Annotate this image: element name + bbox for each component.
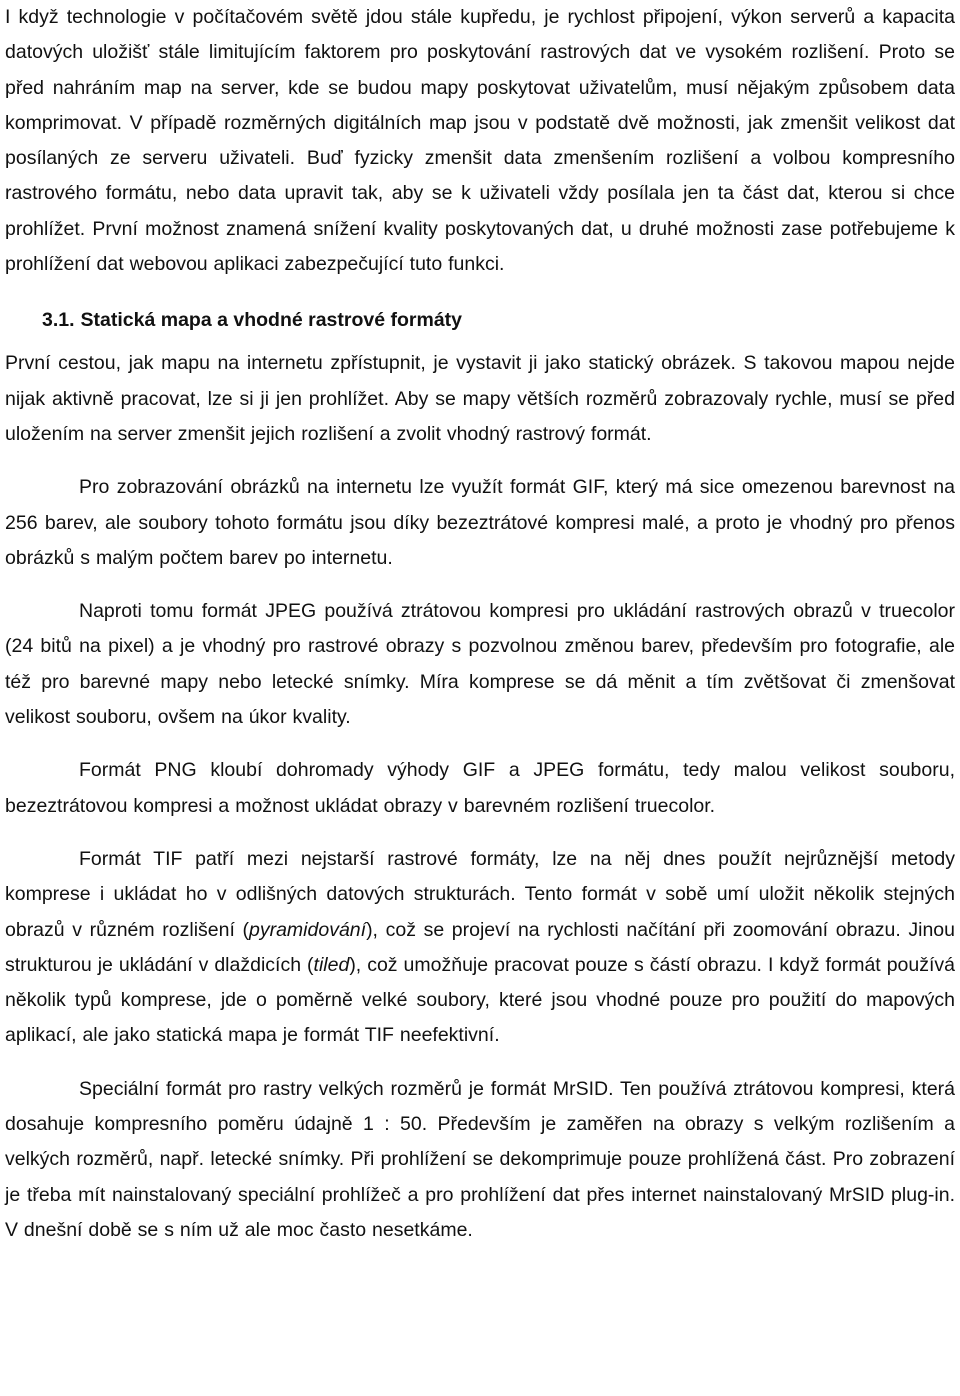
paragraph-png: Formát PNG kloubí dohromady výhody GIF a JPEG formátu, tedy malou velikost souboru, bezeztrátovou kompresi a možnost ukládat obrazy v barevném rozlišení truecolor.	[5, 759, 955, 817]
tif-term-pyramid: pyramidování	[249, 918, 367, 941]
tif-text-c: ), což umožňuje pracovat pouze s částí obrazu. I když formát používá několik typů komprese, jde o poměrně velké soubory, které jsou vhodné pouze pro použití do mapových aplikací, ale jako statická mapa je formát TIF neefektivní.	[5, 953, 955, 1047]
section-title: Statická mapa a vhodné rastrové formáty	[80, 309, 463, 332]
paragraph-intro: I když technologie v počítačovém světě jdou stále kupředu, je rychlost připojení, výkon serverů a kapacita datových uložišť stále limitujícím faktorem pro poskytování rastrových dat ve vysokém rozlišení. Proto se před nahráním map na server, kde se budou mapy poskytovat uživatelům, musí nějakým způsobem data komprimovat. V případě rozměrných digitálních map jsou v podstatě dvě možnosti, jak zmenšit velikost dat posílaných ze serveru uživateli. Buď fyzicky zmenšit data zmenšením rozlišení a volbou kompresního rastrového formátu, nebo data upravit tak, aby se k uživateli vždy posílala jen ta část dat, kterou si chce prohlížet. První možnost znamená snížení kvality poskytovaných dat, u druhé možnosti zase potřebujeme k prohlížení dat webovou aplikaci zabezpečující tuto funkci.	[5, 6, 955, 276]
section-heading	[5, 302, 955, 338]
paragraph-jpeg: Naproti tomu formát JPEG používá ztrátovou kompresi pro ukládání rastrových obrazů v truecolor (24 bitů na pixel) a je vhodný pro rastrové obrazy s pozvolnou změnou barev, především pro fotografie, ale též pro barevné mapy nebo letecké snímky. Míra komprese se dá měnit a tím zvětšovat či zmenšovat velikost souboru, ovšem na úkor kvality.	[5, 600, 955, 729]
paragraph-tif	[5, 842, 955, 1054]
section-number: 3.1.	[42, 309, 75, 332]
paragraph-static-map: První cestou, jak mapu na internetu zpřístupnit, je vystavit ji jako statický obrázek. S takovou mapou nejde nijak aktivně pracovat, lze si ji jen prohlížet. Aby se mapy větších rozměrů zobrazovaly rychle, musí se před uložením na server zmenšit jejich rozlišení a zvolit vhodný rastrový formát.	[5, 352, 955, 445]
tif-text-a: Formát TIF patří mezi nejstarší rastrové formáty, lze na něj dnes použít nejrůznější metody komprese i ukládat ho v odlišných datových strukturách. Tento formát v sobě umí uložit několik stejných obrazů v různém rozlišení (	[5, 847, 955, 941]
tif-term-tiled: tiled	[313, 953, 350, 976]
tif-text-b: ), což se projeví na rychlosti načítání při zoomování obrazu. Jinou strukturou je ukládání v dlaždicích (	[5, 918, 955, 976]
document-page	[5, 0, 955, 1248]
paragraph-mrsid: Speciální formát pro rastry velkých rozměrů je formát MrSID. Ten používá ztrátovou kompresi, která dosahuje kompresního poměru údajně 1 : 50. Především je zaměřen na obrazy s velkým rozlišením a velkých rozměrů, např. letecké snímky. Při prohlížení se dekomprimuje pouze prohlížená část. Pro zobrazení je třeba mít nainstalovaný speciální prohlížeč a pro prohlížení dat přes internet nainstalovaný MrSID plug-in. V dnešní době se s ním už ale moc často nesetkáme.	[5, 1077, 955, 1241]
paragraph-gif: Pro zobrazování obrázků na internetu lze využít formát GIF, který má sice omezenou barevnost na 256 barev, ale soubory tohoto formátu jsou díky bezeztrátové kompresi malé, a proto je vhodný pro přenos obrázků s malým počtem barev po internetu.	[5, 476, 955, 569]
